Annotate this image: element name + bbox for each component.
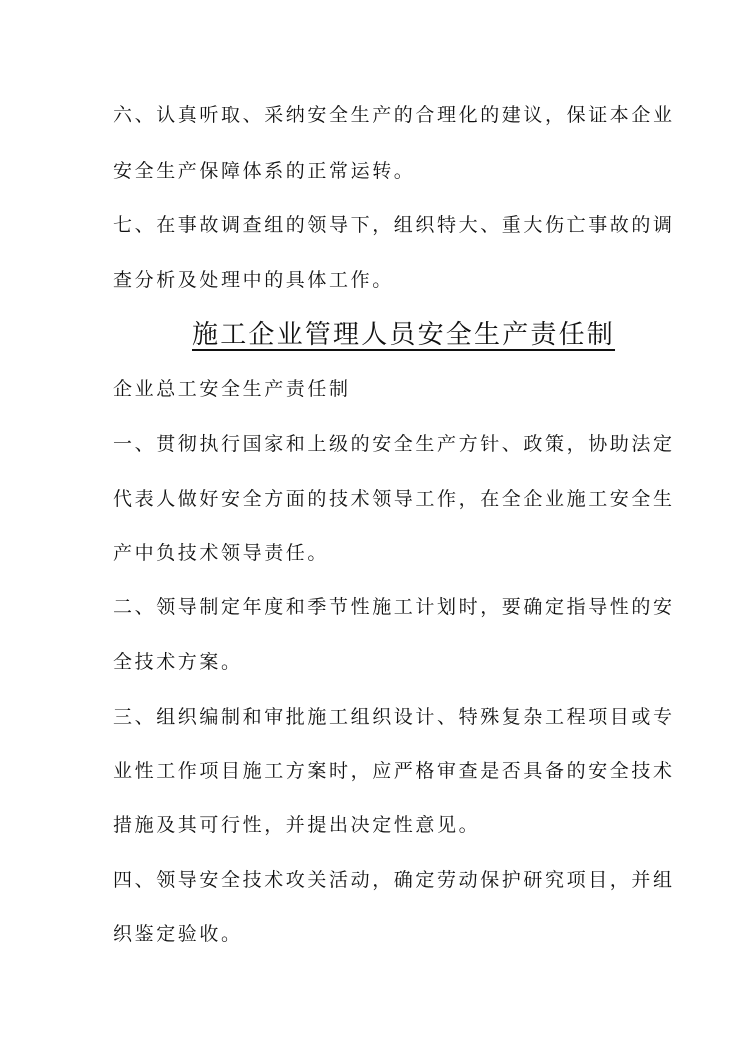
item-4-line-2: 织鉴定验收。 [113, 923, 243, 945]
item-3-line-3: 措施及其可行性，并提出决定性意见。 [113, 814, 481, 836]
item-1-line-1: 一、贯彻执行国家和上级的安全生产方针、政策，协助法定 [113, 433, 675, 455]
item-4-line-1: 四、领导安全技术攻关活动，确定劳动保护研究项目，并组 [113, 869, 675, 891]
item-1-line-3: 产中负技术领导责任。 [113, 542, 330, 564]
paragraph-6-line-2: 安全生产保障体系的正常运转。 [113, 160, 416, 182]
item-3-line-1: 三、组织编制和审批施工组织设计、特殊复杂工程项目或专 [113, 706, 675, 728]
item-2-line-1: 二、领导制定年度和季节性施工计划时，要确定指导性的安 [113, 596, 675, 618]
paragraph-7-line-2: 查分析及处理中的具体工作。 [113, 269, 394, 291]
section-title: 施工企业管理人员安全生产责任制 [192, 320, 616, 350]
item-2-line-2: 全技术方案。 [113, 651, 243, 673]
item-3-line-2: 业性工作项目施工方案时，应严格审查是否具备的安全技术 [113, 760, 675, 782]
item-1-line-2: 代表人做好安全方面的技术领导工作，在全企业施工安全生 [113, 488, 675, 510]
subsection-title: 企业总工安全生产责任制 [113, 378, 351, 400]
paragraph-6-line-1: 六、认真听取、采纳安全生产的合理化的建议，保证本企业 [113, 104, 675, 126]
paragraph-7-line-1: 七、在事故调查组的领导下，组织特大、重大伤亡事故的调 [113, 214, 675, 236]
